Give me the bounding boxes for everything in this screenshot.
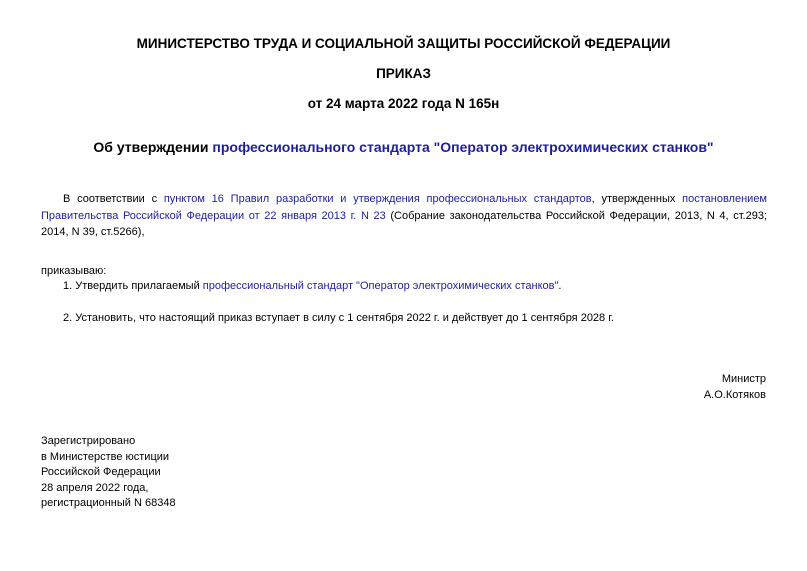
- basis-paragraph: [41, 191, 767, 241]
- ministry-name: МИНИСТЕРСТВО ТРУДА И СОЦИАЛЬНОЙ ЗАЩИТЫ РОССИЙСКОЙ ФЕДЕРАЦИИ: [136, 36, 671, 51]
- order-item-2: 2. Установить, что настоящий приказ вступает в силу с 1 сентября 2022 г. и действует до 1 сентября 2028 г.: [63, 312, 614, 324]
- registration-line: в Министерстве юстиции: [41, 450, 170, 463]
- registration-line: 28 апреля 2022 года,: [41, 481, 149, 494]
- registration-line: Российской Федерации: [41, 466, 161, 478]
- item1-text-2: .: [558, 280, 562, 292]
- order-item-1: [63, 278, 561, 295]
- basis-text-2: , утвержденных: [591, 193, 683, 205]
- basis-text-3: (Собрание законодательства Российской Федерации, 2013, N 4, ст.293; 2014, N 39, ст.5266),: [41, 209, 768, 238]
- signatory-title: Министр: [721, 373, 766, 385]
- order-word: приказываю:: [41, 265, 107, 277]
- title-standard-link[interactable]: профессионального стандарта "Оператор электрохимических станков": [212, 139, 714, 155]
- signatory-name: А.О.Котяков: [703, 389, 766, 401]
- document-type: ПРИКАЗ: [376, 66, 431, 81]
- document-date-number: от 24 марта 2022 года N 165н: [307, 96, 500, 111]
- document-title: [0, 139, 807, 155]
- item1-text-1: 1. Утвердить прилагаемый: [63, 280, 203, 292]
- registration-block: [41, 434, 176, 512]
- standard-link[interactable]: профессиональный стандарт "Оператор электрохимических станков": [202, 280, 559, 292]
- rules-item-16-link[interactable]: пунктом 16 Правил разработки и утверждения профессиональных стандартов: [163, 193, 592, 205]
- basis-text-1: В соответствии с: [63, 193, 164, 205]
- registration-line: Зарегистрировано: [41, 435, 136, 447]
- title-prefix: Об утверждении: [93, 139, 213, 155]
- government-resolution-link[interactable]: постановлением Правительства Российской Федерации от 22 января 2013 г. N 23: [41, 193, 767, 222]
- registration-line: регистрационный N 68348: [41, 497, 176, 509]
